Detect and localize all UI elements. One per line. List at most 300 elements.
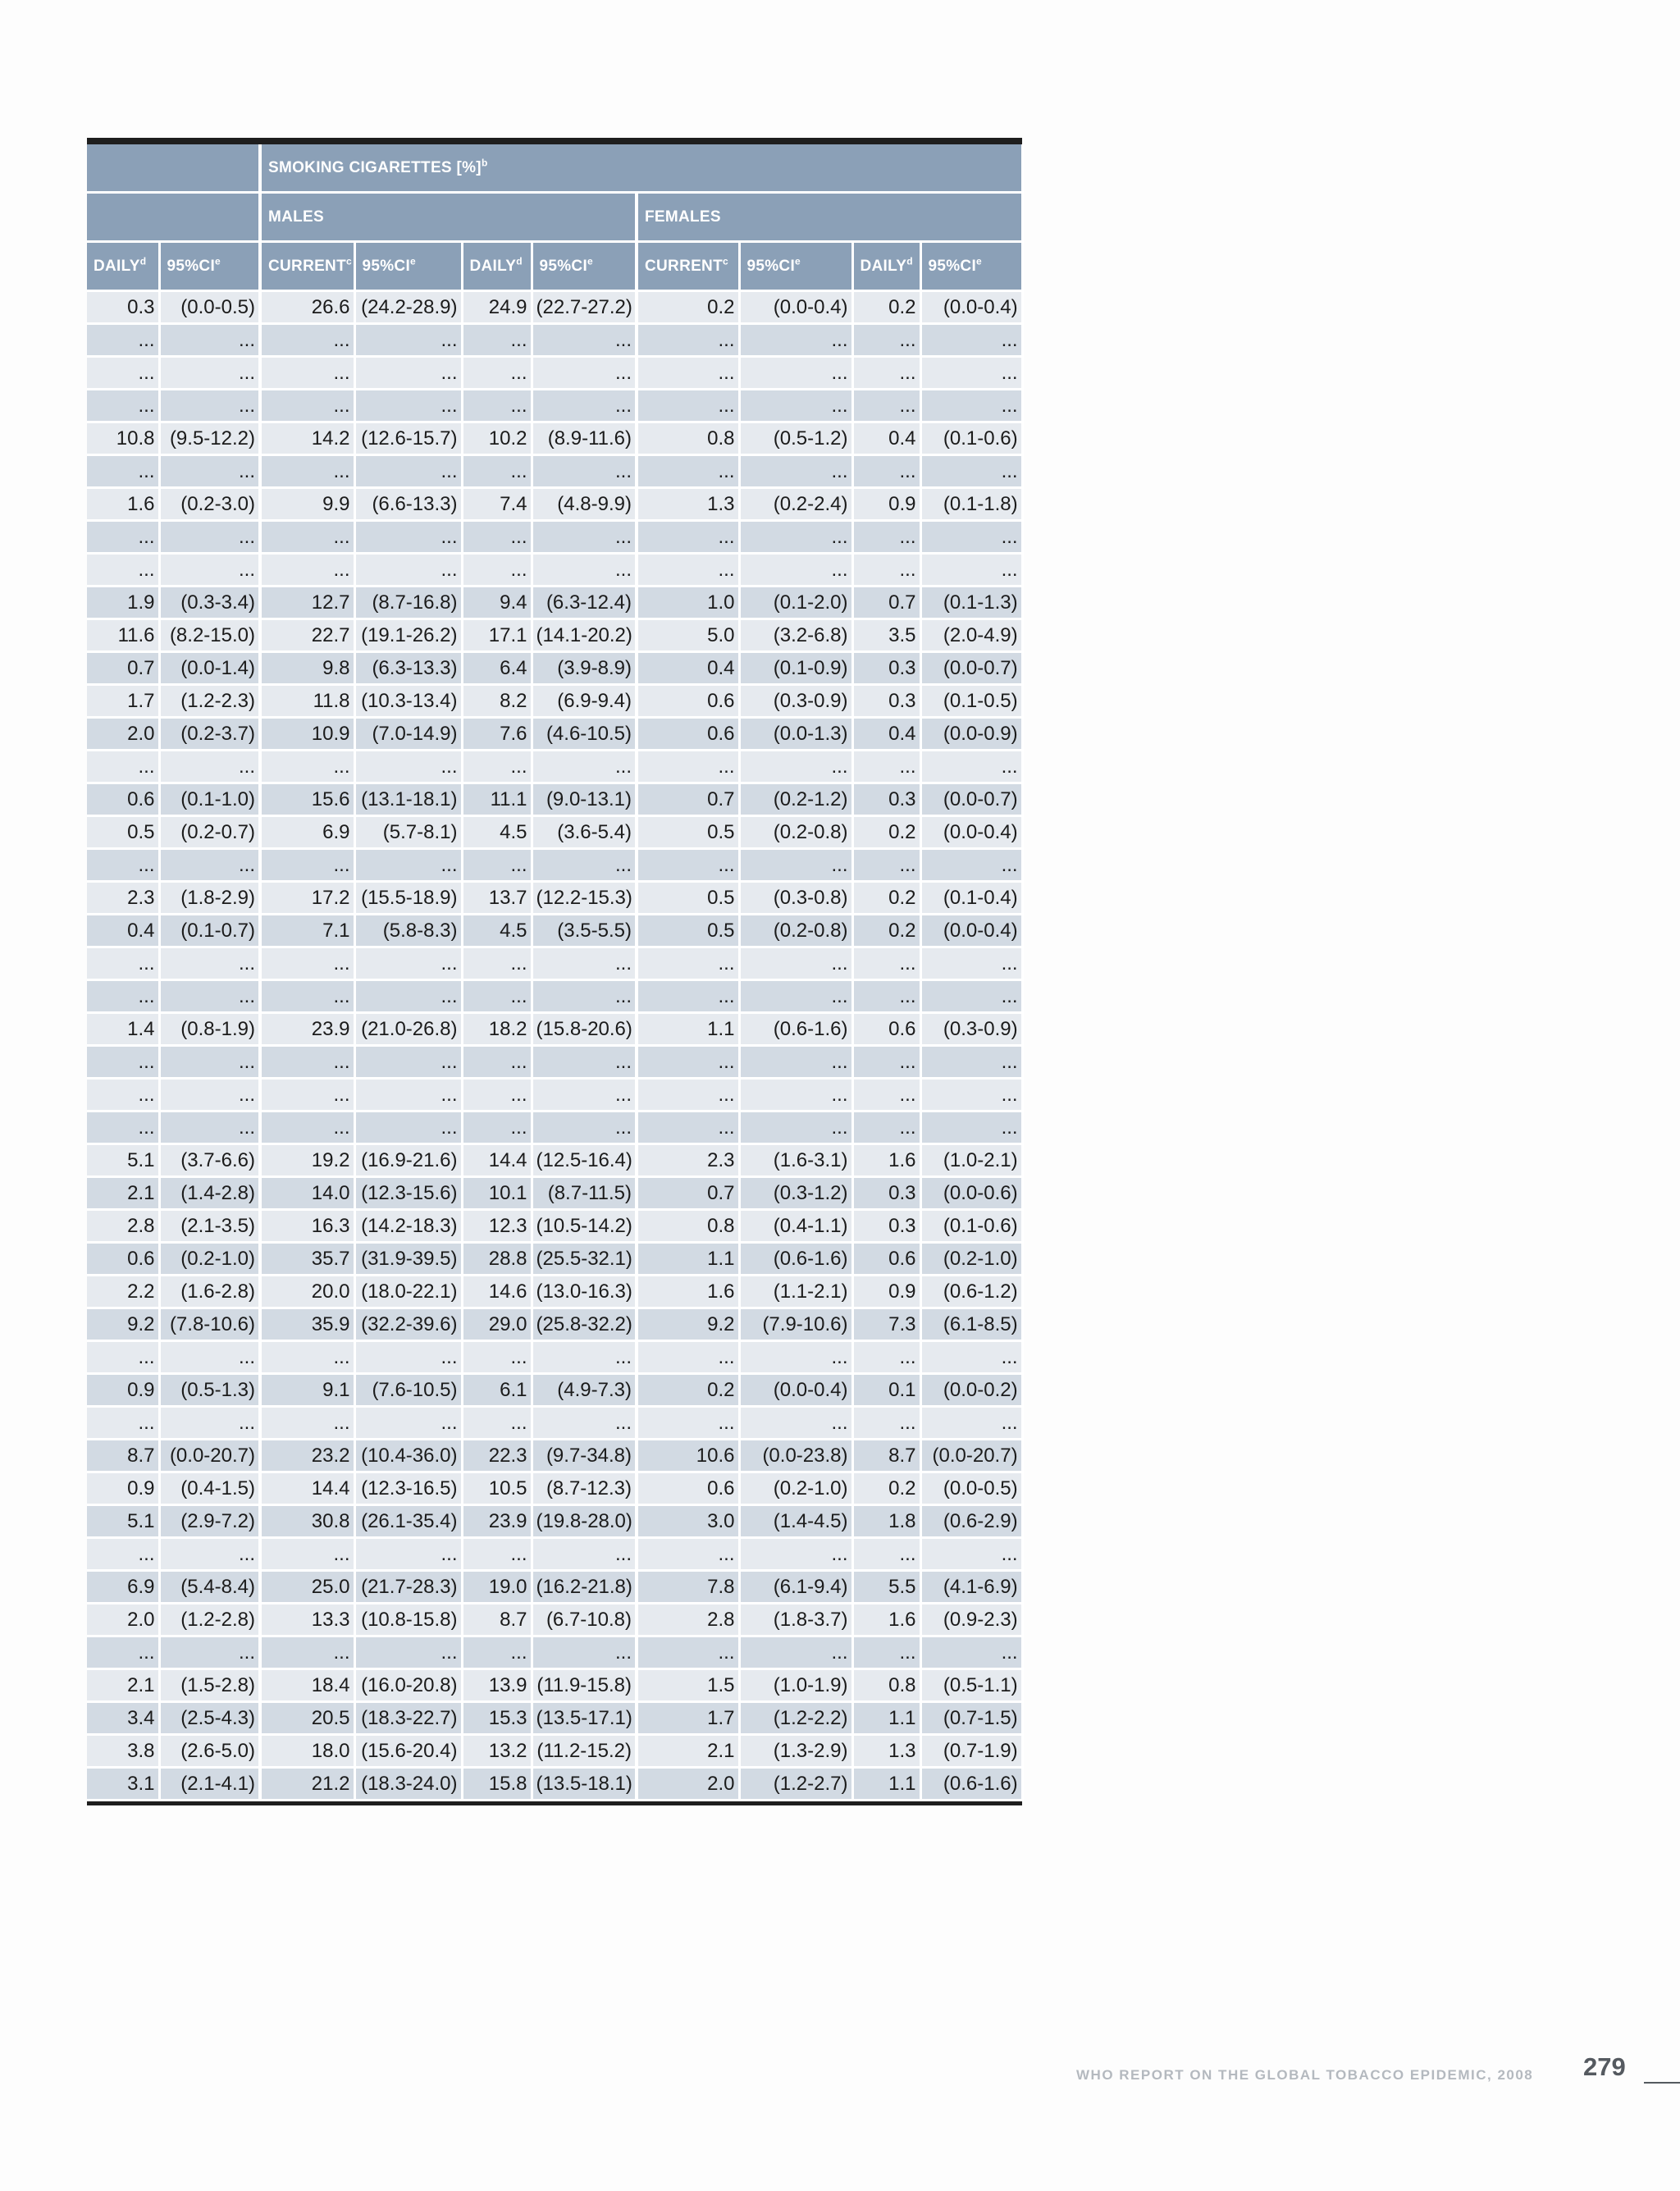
table-cell: (0.3-0.9) [920, 1013, 1022, 1046]
table-cell: 21.2 [260, 1768, 354, 1801]
table-cell: ... [354, 357, 462, 390]
table-cell: 0.3 [852, 652, 920, 685]
table-cell: ... [852, 1341, 920, 1374]
table-row [87, 783, 1022, 816]
table-cell: (0.0-1.3) [739, 718, 852, 751]
table-cell: ... [852, 324, 920, 357]
table-cell: (8.7-11.5) [532, 1177, 637, 1210]
table-cell: ... [920, 751, 1022, 783]
table-cell: 2.3 [637, 1144, 739, 1177]
column-header-label: 95%CI [362, 257, 411, 275]
table-cell: (5.8-8.3) [354, 915, 462, 947]
table-cell: ... [920, 324, 1022, 357]
table-row [87, 1177, 1022, 1210]
table-cell: 0.4 [852, 422, 920, 455]
table-cell: ... [920, 455, 1022, 488]
table-row [87, 1341, 1022, 1374]
table-cell: (0.6-1.6) [920, 1768, 1022, 1801]
table-cell: ... [354, 849, 462, 882]
table-cell: 3.1 [87, 1768, 159, 1801]
table-cell: ... [852, 947, 920, 980]
column-header-label: 95%CI [746, 257, 796, 275]
table-cell: ... [462, 357, 532, 390]
table-cell: 23.9 [462, 1505, 532, 1538]
table-cell: (1.0-2.1) [920, 1144, 1022, 1177]
table-cell: 1.6 [637, 1276, 739, 1308]
table-cell: ... [637, 357, 739, 390]
table-cell: (22.7-27.2) [532, 291, 637, 324]
table-cell: ... [532, 980, 637, 1013]
group-header-footnote: b [481, 157, 488, 169]
table-cell: ... [532, 455, 637, 488]
table-row [87, 1472, 1022, 1505]
table-cell: 2.0 [637, 1768, 739, 1801]
table-cell: (26.1-35.4) [354, 1505, 462, 1538]
table-row [87, 1079, 1022, 1111]
table-cell: ... [260, 1341, 354, 1374]
males-header: MALES [260, 193, 637, 242]
table-cell: 7.4 [462, 488, 532, 521]
table-cell: ... [532, 521, 637, 554]
table-cell: ... [852, 1079, 920, 1111]
table-cell: 8.2 [462, 685, 532, 718]
table-cell: 0.6 [852, 1243, 920, 1276]
column-header-footnote: c [346, 255, 352, 267]
table-cell: 25.0 [260, 1571, 354, 1604]
table-cell: 13.9 [462, 1669, 532, 1702]
table-cell: 0.7 [637, 1177, 739, 1210]
table-cell: ... [87, 751, 159, 783]
table-cell: ... [87, 1046, 159, 1079]
table-cell: (0.2-1.0) [159, 1243, 260, 1276]
data-table-container [87, 138, 1022, 1805]
table-cell: (1.4-4.5) [739, 1505, 852, 1538]
table-cell: 1.4 [87, 1013, 159, 1046]
table-cell: ... [87, 554, 159, 587]
table-cell: ... [159, 1046, 260, 1079]
table-row [87, 1571, 1022, 1604]
table-cell: 10.5 [462, 1472, 532, 1505]
table-cell: ... [87, 521, 159, 554]
table-cell: 6.9 [87, 1571, 159, 1604]
table-cell: 9.2 [637, 1308, 739, 1341]
table-cell: (10.4-36.0) [354, 1440, 462, 1472]
table-cell: ... [260, 947, 354, 980]
table-row [87, 816, 1022, 849]
table-cell: ... [159, 521, 260, 554]
table-cell: (0.4-1.1) [739, 1210, 852, 1243]
table-cell: (6.1-9.4) [739, 1571, 852, 1604]
table-cell: 11.6 [87, 619, 159, 652]
column-header-label: 95%CI [167, 257, 216, 275]
table-cell: (0.2-0.7) [159, 816, 260, 849]
table-cell: 11.8 [260, 685, 354, 718]
table-cell: (0.6-1.6) [739, 1243, 852, 1276]
table-cell: (0.1-0.6) [920, 1210, 1022, 1243]
table-cell: (9.5-12.2) [159, 422, 260, 455]
table-cell: 0.6 [637, 685, 739, 718]
table-cell: (32.2-39.6) [354, 1308, 462, 1341]
table-cell: ... [739, 751, 852, 783]
table-cell: 7.1 [260, 915, 354, 947]
table-cell: (10.5-14.2) [532, 1210, 637, 1243]
table-row [87, 1046, 1022, 1079]
table-cell: ... [354, 751, 462, 783]
table-row [87, 1735, 1022, 1768]
table-cell: ... [159, 324, 260, 357]
table-cell: ... [637, 1046, 739, 1079]
table-cell: ... [739, 324, 852, 357]
table-cell: ... [462, 390, 532, 422]
table-cell: 1.1 [852, 1702, 920, 1735]
smoking-prevalence-table [87, 144, 1024, 1801]
table-cell: ... [637, 980, 739, 1013]
table-cell: 0.2 [852, 816, 920, 849]
table-cell: ... [354, 554, 462, 587]
table-cell: (1.4-2.8) [159, 1177, 260, 1210]
table-cell: ... [637, 455, 739, 488]
table-cell: ... [637, 1538, 739, 1571]
table-cell: (10.3-13.4) [354, 685, 462, 718]
table-cell: ... [739, 849, 852, 882]
table-cell: ... [462, 1046, 532, 1079]
table-cell: 0.7 [637, 783, 739, 816]
table-cell: ... [920, 1341, 1022, 1374]
table-cell: ... [159, 751, 260, 783]
table-cell: ... [637, 751, 739, 783]
table-cell: (12.3-16.5) [354, 1472, 462, 1505]
table-cell: ... [260, 1538, 354, 1571]
table-cell: (0.4-1.5) [159, 1472, 260, 1505]
table-cell: 23.2 [260, 1440, 354, 1472]
table-cell: 3.4 [87, 1702, 159, 1735]
table-cell: (0.8-1.9) [159, 1013, 260, 1046]
table-cell: (19.1-26.2) [354, 619, 462, 652]
table-cell: 12.7 [260, 587, 354, 619]
table-cell: ... [739, 521, 852, 554]
table-cell: ... [637, 554, 739, 587]
table-cell: 6.1 [462, 1374, 532, 1407]
table-cell: (6.1-8.5) [920, 1308, 1022, 1341]
table-cell: 1.3 [852, 1735, 920, 1768]
table-cell: 2.1 [637, 1735, 739, 1768]
table-cell: ... [462, 554, 532, 587]
table-cell: (0.0-0.4) [920, 915, 1022, 947]
table-cell: 0.6 [87, 1243, 159, 1276]
table-cell: (0.1-0.5) [920, 685, 1022, 718]
table-row [87, 390, 1022, 422]
table-cell: 1.7 [637, 1702, 739, 1735]
table-cell: 9.4 [462, 587, 532, 619]
table-cell: 14.6 [462, 1276, 532, 1308]
table-cell: (2.9-7.2) [159, 1505, 260, 1538]
table-cell: ... [739, 1046, 852, 1079]
table-cell: 6.9 [260, 816, 354, 849]
table-cell: 0.2 [852, 1472, 920, 1505]
table-row [87, 980, 1022, 1013]
column-header [159, 242, 260, 291]
table-cell: (0.6-1.6) [739, 1013, 852, 1046]
table-cell: ... [532, 324, 637, 357]
table-cell: ... [260, 390, 354, 422]
group-header-smoking-cigarettes [260, 144, 1022, 193]
table-cell: ... [852, 1046, 920, 1079]
table-cell: (9.0-13.1) [532, 783, 637, 816]
table-cell: (0.0-20.7) [920, 1440, 1022, 1472]
table-cell: (31.9-39.5) [354, 1243, 462, 1276]
table-row [87, 1374, 1022, 1407]
table-cell: (0.0-0.7) [920, 783, 1022, 816]
column-header-footnote: e [976, 255, 983, 267]
table-cell: ... [637, 1079, 739, 1111]
table-cell: 1.7 [87, 685, 159, 718]
table-row [87, 685, 1022, 718]
table-cell: 0.1 [852, 1374, 920, 1407]
table-cell: (16.0-20.8) [354, 1669, 462, 1702]
table-cell: 26.6 [260, 291, 354, 324]
table-cell: ... [920, 554, 1022, 587]
table-row [87, 1538, 1022, 1571]
header-blank-cell-2 [87, 193, 260, 242]
table-cell: ... [260, 1079, 354, 1111]
table-row [87, 1308, 1022, 1341]
table-cell: ... [462, 849, 532, 882]
table-cell: ... [852, 849, 920, 882]
table-row [87, 1013, 1022, 1046]
table-cell: ... [920, 390, 1022, 422]
table-cell: ... [532, 849, 637, 882]
table-cell: 7.6 [462, 718, 532, 751]
table-cell: 10.1 [462, 1177, 532, 1210]
table-cell: 15.8 [462, 1768, 532, 1801]
table-row [87, 619, 1022, 652]
table-cell: (0.3-3.4) [159, 587, 260, 619]
table-cell: ... [532, 1636, 637, 1669]
table-cell: 0.2 [637, 1374, 739, 1407]
table-cell: ... [87, 849, 159, 882]
table-cell: 0.2 [637, 291, 739, 324]
column-header [532, 242, 637, 291]
table-cell: (0.1-0.9) [739, 652, 852, 685]
table-cell: ... [739, 1111, 852, 1144]
table-cell: (18.3-22.7) [354, 1702, 462, 1735]
table-cell: (0.0-0.7) [920, 652, 1022, 685]
table-cell: 0.3 [852, 685, 920, 718]
column-header [87, 242, 159, 291]
table-cell: ... [354, 1046, 462, 1079]
table-cell: ... [87, 1538, 159, 1571]
table-cell: (0.2-3.0) [159, 488, 260, 521]
table-cell: (12.3-15.6) [354, 1177, 462, 1210]
table-cell: (4.9-7.3) [532, 1374, 637, 1407]
table-cell: 4.5 [462, 915, 532, 947]
table-cell: 14.0 [260, 1177, 354, 1210]
table-cell: ... [260, 324, 354, 357]
column-header-footnote: e [795, 255, 801, 267]
table-cell: 2.0 [87, 1604, 159, 1636]
table-cell: (8.7-12.3) [532, 1472, 637, 1505]
table-cell: (0.0-20.7) [159, 1440, 260, 1472]
table-cell: ... [852, 1407, 920, 1440]
table-cell: 10.8 [87, 422, 159, 455]
table-cell: 0.9 [87, 1472, 159, 1505]
table-cell: 0.8 [852, 1669, 920, 1702]
table-cell: ... [462, 1636, 532, 1669]
table-cell: ... [852, 357, 920, 390]
table-cell: (18.3-24.0) [354, 1768, 462, 1801]
table-cell: 5.1 [87, 1144, 159, 1177]
table-cell: ... [260, 1407, 354, 1440]
table-cell: ... [159, 390, 260, 422]
table-cell: 19.2 [260, 1144, 354, 1177]
table-cell: (3.6-5.4) [532, 816, 637, 849]
table-cell: ... [532, 554, 637, 587]
table-cell: (0.0-23.8) [739, 1440, 852, 1472]
table-cell: (1.8-3.7) [739, 1604, 852, 1636]
table-row [87, 554, 1022, 587]
table-row [87, 1144, 1022, 1177]
table-cell: ... [354, 1079, 462, 1111]
table-cell: ... [260, 1111, 354, 1144]
table-cell: ... [739, 1341, 852, 1374]
table-cell: (13.5-18.1) [532, 1768, 637, 1801]
table-cell: ... [920, 1636, 1022, 1669]
table-cell: ... [920, 357, 1022, 390]
table-cell: ... [354, 947, 462, 980]
table-cell: ... [159, 1407, 260, 1440]
table-cell: 8.7 [462, 1604, 532, 1636]
table-cell: 16.3 [260, 1210, 354, 1243]
table-cell: ... [87, 1407, 159, 1440]
table-cell: (8.9-11.6) [532, 422, 637, 455]
table-cell: 19.0 [462, 1571, 532, 1604]
table-cell: ... [462, 980, 532, 1013]
table-cell: (6.3-12.4) [532, 587, 637, 619]
table-cell: 9.1 [260, 1374, 354, 1407]
table-cell: 0.5 [637, 816, 739, 849]
table-cell: 0.4 [637, 652, 739, 685]
table-cell: 14.4 [462, 1144, 532, 1177]
table-cell: 10.9 [260, 718, 354, 751]
table-row [87, 718, 1022, 751]
table-cell: 7.3 [852, 1308, 920, 1341]
table-cell: ... [354, 1111, 462, 1144]
table-cell: 20.5 [260, 1702, 354, 1735]
table-cell: 0.6 [637, 1472, 739, 1505]
table-cell: 0.2 [852, 882, 920, 915]
table-cell: ... [637, 390, 739, 422]
column-header-footnote: d [139, 255, 147, 267]
table-cell: 5.5 [852, 1571, 920, 1604]
table-row [87, 1276, 1022, 1308]
table-cell: (0.2-0.8) [739, 915, 852, 947]
table-cell: 10.2 [462, 422, 532, 455]
table-cell: ... [87, 1636, 159, 1669]
report-title-footer: WHO REPORT ON THE GLOBAL TOBACCO EPIDEMIC, 2008 [1076, 2067, 1534, 2083]
table-cell: (8.2-15.0) [159, 619, 260, 652]
table-cell: 15.6 [260, 783, 354, 816]
table-cell: (3.2-6.8) [739, 619, 852, 652]
table-cell: (2.5-4.3) [159, 1702, 260, 1735]
column-header-footnote: e [587, 255, 594, 267]
table-cell: (15.6-20.4) [354, 1735, 462, 1768]
table-cell: 4.5 [462, 816, 532, 849]
table-cell: ... [852, 390, 920, 422]
table-cell: 18.4 [260, 1669, 354, 1702]
table-cell: ... [739, 554, 852, 587]
table-cell: ... [920, 1538, 1022, 1571]
table-cell: (1.8-2.9) [159, 882, 260, 915]
table-cell: ... [354, 390, 462, 422]
column-header-label: CURRENT [268, 257, 346, 275]
table-cell: (2.0-4.9) [920, 619, 1022, 652]
table-cell: ... [532, 1407, 637, 1440]
table-cell: (1.2-2.8) [159, 1604, 260, 1636]
column-header [260, 242, 354, 291]
table-cell: ... [637, 849, 739, 882]
table-row [87, 849, 1022, 882]
table-cell: ... [159, 849, 260, 882]
table-cell: ... [462, 751, 532, 783]
table-cell: (16.2-21.8) [532, 1571, 637, 1604]
table-cell: (0.7-1.9) [920, 1735, 1022, 1768]
table-cell: 0.4 [87, 915, 159, 947]
table-cell: ... [637, 1636, 739, 1669]
table-cell: ... [354, 521, 462, 554]
table-cell: 0.3 [852, 1210, 920, 1243]
table-cell: (8.7-16.8) [354, 587, 462, 619]
table-cell: ... [87, 357, 159, 390]
table-cell: 0.2 [852, 291, 920, 324]
table-cell: (1.5-2.8) [159, 1669, 260, 1702]
table-cell: 1.6 [87, 488, 159, 521]
table-cell: 0.5 [87, 816, 159, 849]
table-cell: 9.9 [260, 488, 354, 521]
table-cell: (0.0-0.5) [159, 291, 260, 324]
table-cell: (1.2-2.3) [159, 685, 260, 718]
table-cell: 8.7 [852, 1440, 920, 1472]
table-row [87, 947, 1022, 980]
table-cell: 0.8 [637, 422, 739, 455]
table-cell: ... [920, 1046, 1022, 1079]
table-cell: 18.0 [260, 1735, 354, 1768]
table-cell: ... [462, 1341, 532, 1374]
table-cell: (0.1-0.7) [159, 915, 260, 947]
table-cell: (0.0-0.9) [920, 718, 1022, 751]
table-row [87, 422, 1022, 455]
table-cell: 3.0 [637, 1505, 739, 1538]
table-cell: (1.2-2.2) [739, 1702, 852, 1735]
table-cell: (4.1-6.9) [920, 1571, 1022, 1604]
column-header-label: CURRENT [645, 257, 723, 275]
table-cell: (0.1-1.0) [159, 783, 260, 816]
table-cell: (11.9-15.8) [532, 1669, 637, 1702]
table-cell: ... [532, 1046, 637, 1079]
table-cell: (0.2-1.2) [739, 783, 852, 816]
table-cell: ... [739, 390, 852, 422]
table-cell: ... [532, 1079, 637, 1111]
page-number: 279 [1583, 2052, 1626, 2081]
table-cell: 2.1 [87, 1177, 159, 1210]
table-cell: ... [739, 947, 852, 980]
table-row [87, 1669, 1022, 1702]
table-cell: (0.5-1.3) [159, 1374, 260, 1407]
table-cell: ... [159, 554, 260, 587]
table-cell: ... [354, 1636, 462, 1669]
table-cell: (0.0-0.4) [739, 1374, 852, 1407]
table-cell: ... [852, 980, 920, 1013]
table-cell: ... [87, 324, 159, 357]
